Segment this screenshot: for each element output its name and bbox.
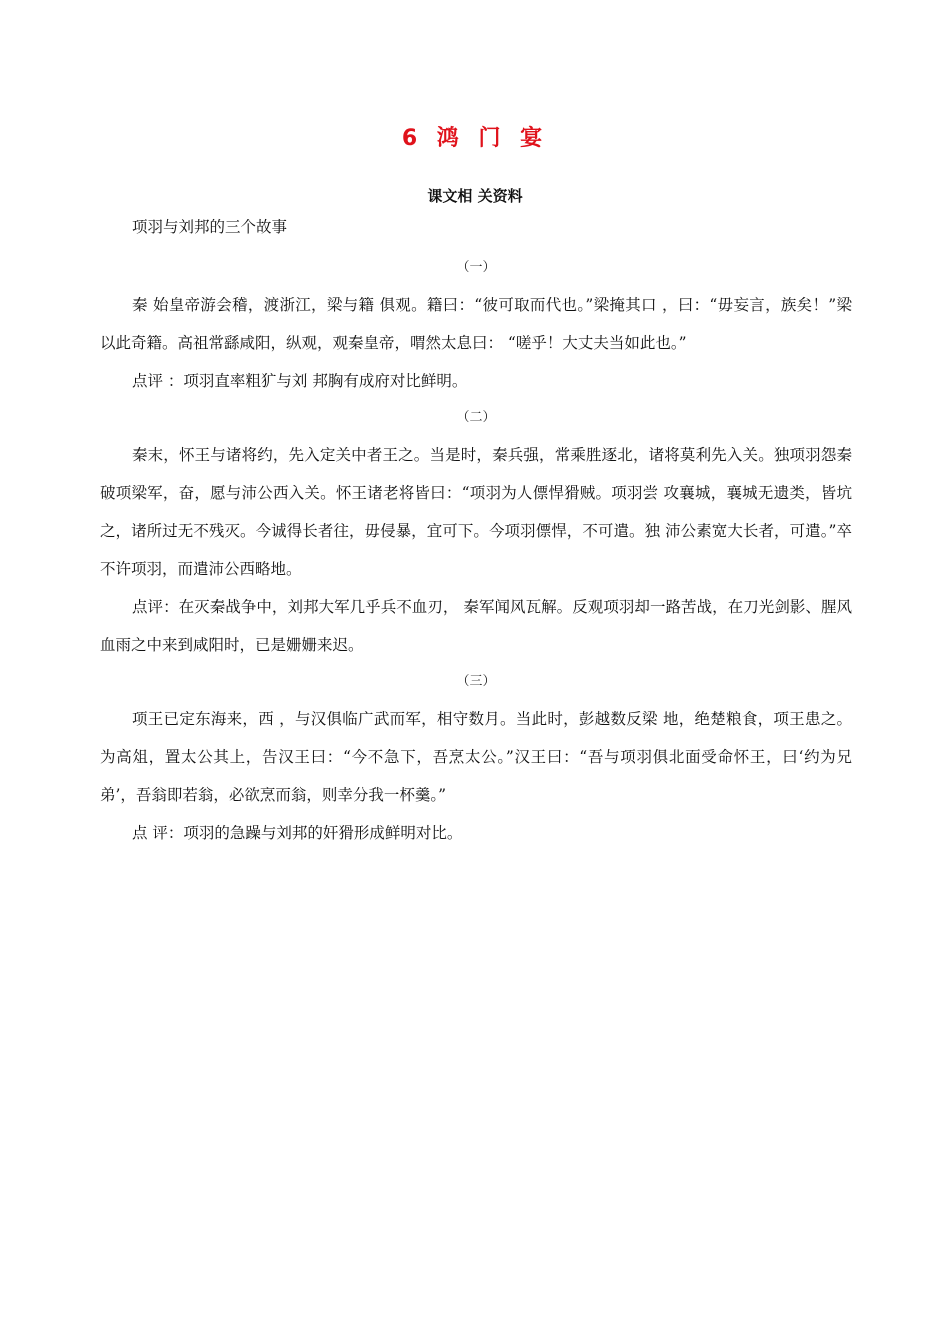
page-title: 6 鸿 门 宴 bbox=[401, 126, 549, 151]
page-subtitle: 课文相 关资料 bbox=[427, 187, 523, 205]
section-heading-2: （二） bbox=[456, 410, 496, 425]
story-body bbox=[100, 250, 852, 852]
section-comment-1: 点评 ：项羽直率粗犷与刘 邦胸有成府对比鲜明。 bbox=[132, 372, 468, 390]
section-text-1: 秦 始皇帝游会稽，渡浙江，梁与籍 俱观。籍曰：“彼可取而代也。”梁掩其口 ，曰：“毋妄言，族矣！”梁以此奇籍。高祖常繇咸阳，纵观，观秦皇帝，喟然太息曰： “嗟乎！大丈夫当如此也。” bbox=[100, 296, 852, 352]
section-text-3: 项王已定东海来，西 ，与汉俱临广武而军，相守数月。当此时，彭越数反梁 地，绝楚粮食，项王患之。为高俎，置太公其上，告汉王曰：“今不急下，吾烹太公。”汉王曰：“吾与项羽俱北面受命怀王，曰‘约为兄弟’，吾翁即若翁，必欲烹而翁，则幸分我一杯羹。” bbox=[100, 710, 852, 804]
section-heading-3: （三） bbox=[456, 674, 496, 689]
section-text-2: 秦末，怀王与诸将约，先入定关中者王之。当是时，秦兵强，常乘胜逐北，诸将莫利先入关。独项羽怨秦破项梁军，奋，愿与沛公西入关。怀王诸老将皆曰：“项羽为人僄悍猾贼。项羽尝 攻襄城，襄城无遗类，皆坑之，诸所过无不残灭。今诚得长者往，毋侵暴，宜可下。今项羽僄悍，不可遣。独 沛公素宽大长者，可遣。”卒不许项羽，而遣沛公西略地。 bbox=[100, 446, 852, 578]
section-comment-2: 点评：在灭秦战争中，刘邦大军几乎兵不血刃， 秦军闻风瓦解。反观项羽却一路苦战，在刀光剑影、腥风血雨之中来到咸阳时，已是姗姗来迟。 bbox=[100, 598, 852, 654]
intro-line: 项羽与刘邦的三个故事 bbox=[132, 218, 288, 236]
section-heading-1: （一） bbox=[456, 260, 496, 275]
section-comment-3: 点 评：项羽的急躁与刘邦的奸猾形成鲜明对比。 bbox=[132, 824, 463, 842]
